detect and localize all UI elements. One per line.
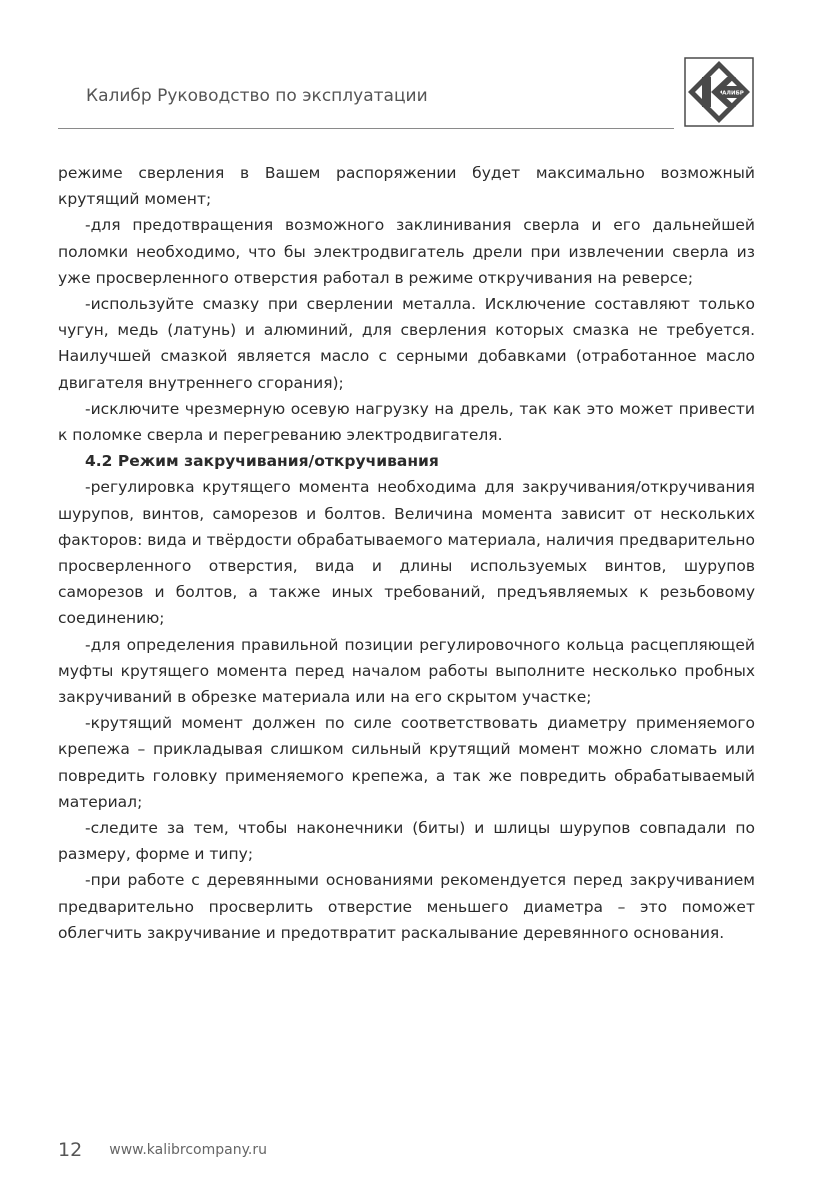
section-heading: 4.2 Режим закручивания/откручивания <box>85 452 439 471</box>
paragraph: -исключите чрезмерную осевую нагрузку на дрель, так как это может привести к поломке сверла и перегреванию электродвигателя. <box>58 399 755 445</box>
paragraph: -следите за тем, чтобы наконечники (биты) и шлицы шурупов совпадали по размеру, форме и типу; <box>58 819 755 864</box>
paragraph: -для определения правильной позиции регулировочного кольца расцепляющей муфты крутящего момента перед началом работы выполните несколько пробных закручиваний в обрезке материала или на его скрытом участке; <box>58 635 755 707</box>
header-divider <box>58 128 674 129</box>
paragraph: -используйте смазку при сверлении металла. Исключение составляют только чугун, медь (латунь) и алюминий, для сверления которых смазка не требуется. Наилучшей смазкой является масло с серными добавками (отработанное масло двигателя внутреннего сгорания); <box>58 295 755 392</box>
paragraph: -крутящий момент должен по силе соответствовать диаметру применяемого крепежа – прикладывая слишком сильный крутящий момент можно сломать или повредить головку применяемого крепежа, а так же повредить обрабатываемый материал; <box>58 714 755 811</box>
paragraph: -при работе с деревянными основаниями рекомендуется перед закручиванием предварительно просверлить отверстие меньшего диаметра – это поможет облегчить закручивание и предотвратит раскалывание деревянного основания. <box>58 871 755 942</box>
kalibr-logo <box>684 57 754 127</box>
paragraph: режиме сверления в Вашем распоряжении будет максимально возможный крутящий момент; <box>58 164 755 209</box>
header-title: Калибр Руководство по эксплуатации <box>86 86 428 106</box>
paragraph: -регулировка крутящего момента необходима для закручивания/откручивания шурупов, винтов, саморезов и болтов. Величина момента зависит от нескольких факторов: вида и твёрдости обрабатываемого материала, наличия предварительно просверленного отверстия, вида и длины используемых винтов, шурупов саморезов и болтов, а также иных требований, предъявляемых к резьбовому соединению; <box>58 478 755 628</box>
website-link[interactable]: www.kalibrcompany.ru <box>109 1142 267 1158</box>
document-body <box>58 160 755 946</box>
paragraph: -для предотвращения возможного заклинивания сверла и его дальнейшей поломки необходимо, что бы электродвигатель дрели при извлечении сверла из уже просверленного отверстия работал в режиме откручивания на реверсе; <box>58 216 755 287</box>
logo-text: АЛИБР <box>722 90 744 97</box>
page-footer <box>58 1139 267 1161</box>
page-number: 12 <box>58 1139 83 1161</box>
